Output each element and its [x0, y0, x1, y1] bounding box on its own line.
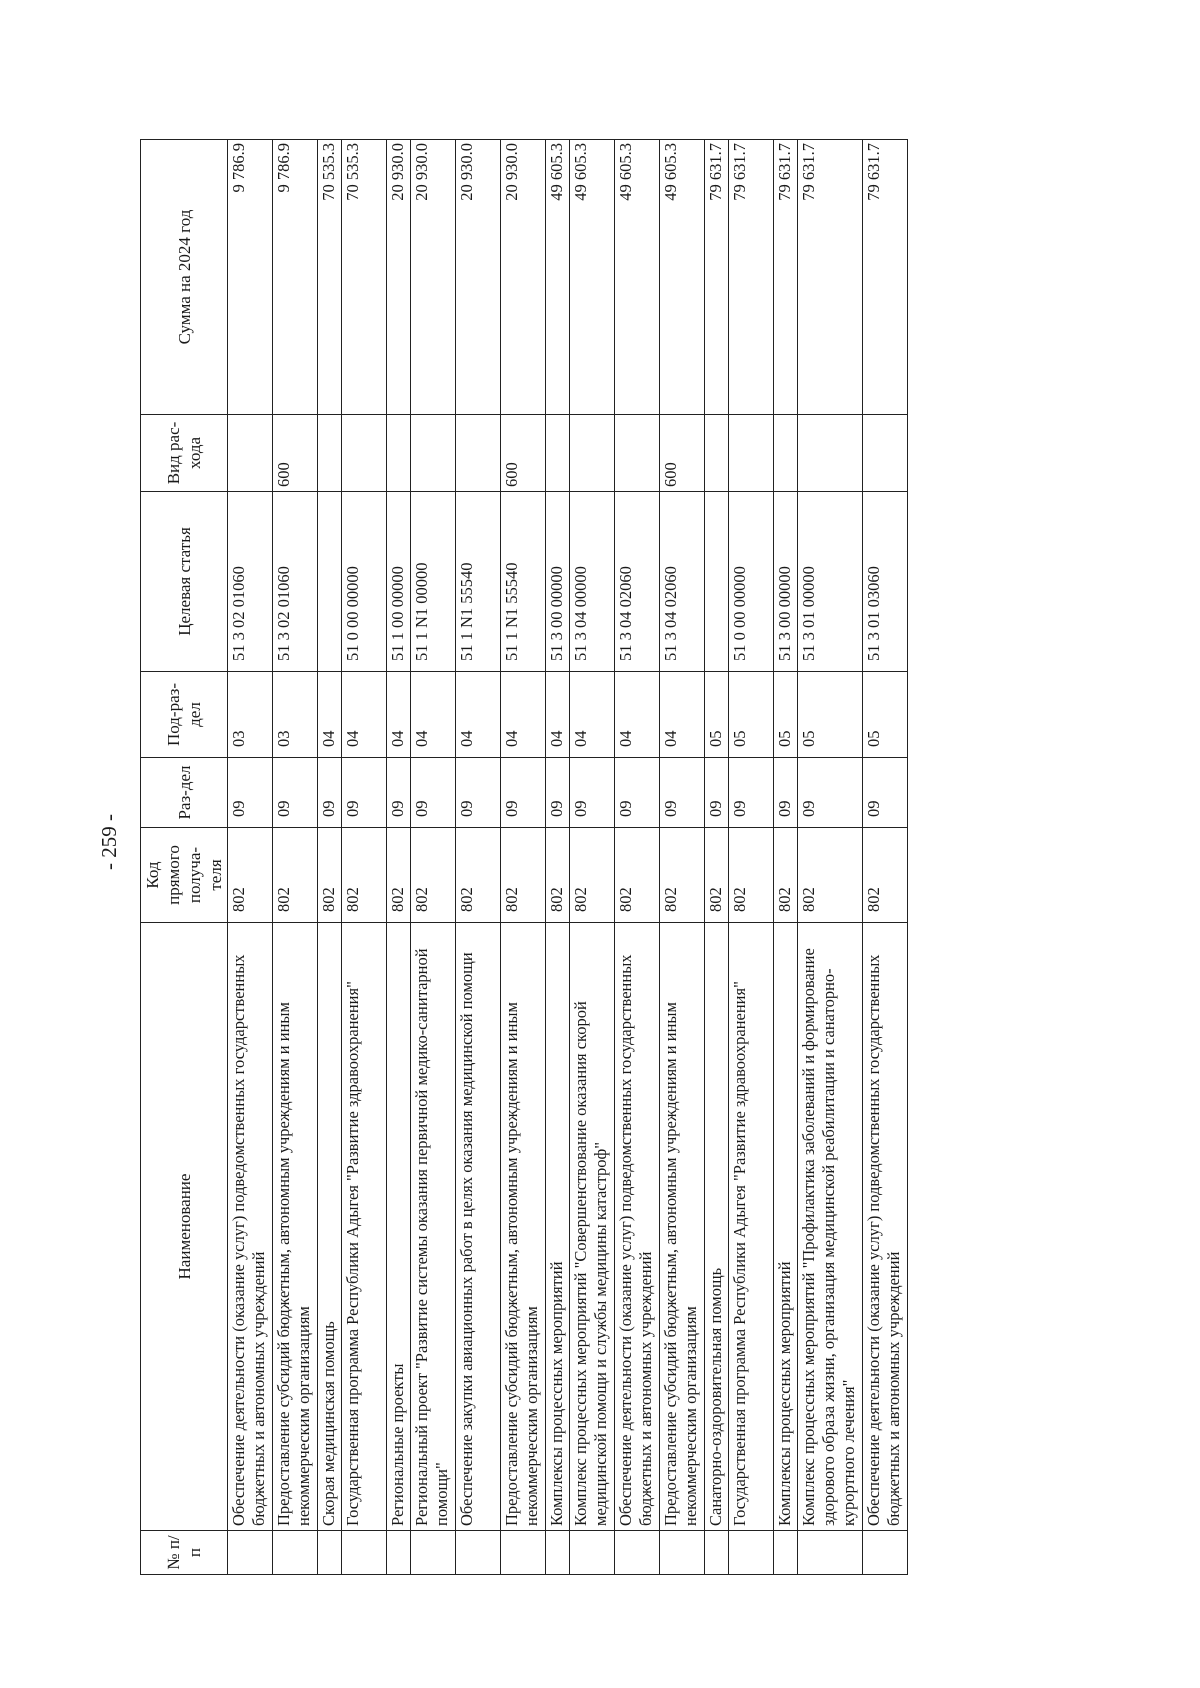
- cell-razdel: 09: [774, 758, 798, 828]
- cell-podrazdel: 04: [411, 672, 456, 758]
- cell-name: Предоставление субсидий бюджетным, автономным учреждениям и иным некоммерческим организациям: [273, 923, 318, 1531]
- cell-sum: 20 930.0: [501, 140, 546, 415]
- table-row: [798, 140, 863, 1575]
- cell-podrazdel: 04: [456, 672, 501, 758]
- table-row: [456, 140, 501, 1575]
- cell-razdel: 09: [570, 758, 615, 828]
- cell-kod: 802: [705, 828, 729, 923]
- cell-num: [798, 1531, 863, 1575]
- cell-name: Предоставление субсидий бюджетным, автономным учреждениям и иным некоммерческим организациям: [660, 923, 705, 1531]
- cell-sum: 49 605.3: [546, 140, 570, 415]
- table-row: [660, 140, 705, 1575]
- cell-kod: 802: [660, 828, 705, 923]
- cell-statya: 51 3 02 01060: [228, 492, 273, 672]
- cell-sum: 20 930.0: [456, 140, 501, 415]
- cell-kod: 802: [228, 828, 273, 923]
- cell-razdel: 09: [546, 758, 570, 828]
- cell-num: [863, 1531, 908, 1575]
- cell-sum: 49 605.3: [570, 140, 615, 415]
- cell-kod: 802: [774, 828, 798, 923]
- header-sum: Сумма на 2024 год: [141, 140, 228, 415]
- table-row: [570, 140, 615, 1575]
- cell-razdel: 09: [863, 758, 908, 828]
- cell-vid: 600: [501, 415, 546, 492]
- table-header-row: [141, 140, 228, 1575]
- cell-name: Скорая медицинская помощь: [318, 923, 342, 1531]
- table-row: [318, 140, 342, 1575]
- cell-sum: 70 535.3: [318, 140, 342, 415]
- cell-name: Обеспечение деятельности (оказание услуг) подведомственных государственных бюджетных и автономных учреждений: [228, 923, 273, 1531]
- cell-razdel: 09: [342, 758, 387, 828]
- header-razdel: Раз-дел: [141, 758, 228, 828]
- cell-vid: [570, 415, 615, 492]
- cell-statya: [318, 492, 342, 672]
- cell-podrazdel: 03: [228, 672, 273, 758]
- cell-num: [342, 1531, 387, 1575]
- cell-sum: 20 930.0: [411, 140, 456, 415]
- cell-vid: [774, 415, 798, 492]
- cell-name: Государственная программа Республики Адыгея "Развитие здравоохранения": [729, 923, 774, 1531]
- cell-num: [729, 1531, 774, 1575]
- cell-vid: [863, 415, 908, 492]
- cell-kod: 802: [456, 828, 501, 923]
- header-podrazdel: Под-раз-дел: [141, 672, 228, 758]
- cell-podrazdel: 05: [798, 672, 863, 758]
- table-row: [729, 140, 774, 1575]
- cell-razdel: 09: [615, 758, 660, 828]
- cell-razdel: 09: [273, 758, 318, 828]
- cell-name: Предоставление субсидий бюджетным, автономным учреждениям и иным некоммерческим организациям: [501, 923, 546, 1531]
- cell-statya: 51 3 04 02060: [615, 492, 660, 672]
- cell-statya: 51 1 N1 55540: [456, 492, 501, 672]
- cell-name: Региональный проект "Развитие системы оказания первичной медико-санитарной помощи": [411, 923, 456, 1531]
- cell-statya: 51 1 00 00000: [387, 492, 411, 672]
- cell-sum: 49 605.3: [660, 140, 705, 415]
- cell-kod: 802: [387, 828, 411, 923]
- cell-podrazdel: 03: [273, 672, 318, 758]
- cell-name: Обеспечение закупки авиационных работ в целях оказания медицинской помощи: [456, 923, 501, 1531]
- cell-num: [318, 1531, 342, 1575]
- cell-num: [705, 1531, 729, 1575]
- cell-podrazdel: 05: [729, 672, 774, 758]
- cell-razdel: 09: [411, 758, 456, 828]
- cell-razdel: 09: [456, 758, 501, 828]
- cell-statya: 51 0 00 00000: [729, 492, 774, 672]
- cell-vid: [411, 415, 456, 492]
- table-row: [615, 140, 660, 1575]
- cell-podrazdel: 04: [546, 672, 570, 758]
- cell-podrazdel: 04: [501, 672, 546, 758]
- cell-podrazdel: 05: [863, 672, 908, 758]
- cell-vid: 600: [273, 415, 318, 492]
- cell-num: [273, 1531, 318, 1575]
- cell-kod: 802: [501, 828, 546, 923]
- cell-vid: [798, 415, 863, 492]
- cell-kod: 802: [318, 828, 342, 923]
- cell-num: [774, 1531, 798, 1575]
- cell-kod: 802: [546, 828, 570, 923]
- cell-podrazdel: 04: [318, 672, 342, 758]
- cell-sum: 79 631.7: [774, 140, 798, 415]
- cell-statya: 51 3 04 02060: [660, 492, 705, 672]
- cell-name: Комплекс процессных мероприятий "Совершенствование оказания скорой медицинской помощи и службы медицины катастроф": [570, 923, 615, 1531]
- cell-statya: 51 3 04 00000: [570, 492, 615, 672]
- cell-razdel: 09: [501, 758, 546, 828]
- cell-vid: 600: [660, 415, 705, 492]
- cell-kod: 802: [798, 828, 863, 923]
- cell-name: Обеспечение деятельности (оказание услуг) подведомственных государственных бюджетных и автономных учреждений: [863, 923, 908, 1531]
- cell-sum: 79 631.7: [705, 140, 729, 415]
- table-row: [273, 140, 318, 1575]
- cell-razdel: 09: [705, 758, 729, 828]
- cell-statya: 51 3 02 01060: [273, 492, 318, 672]
- cell-kod: 802: [863, 828, 908, 923]
- cell-razdel: 09: [798, 758, 863, 828]
- cell-kod: 802: [570, 828, 615, 923]
- cell-vid: [342, 415, 387, 492]
- cell-name: Комплексы процессных мероприятий: [546, 923, 570, 1531]
- cell-vid: [456, 415, 501, 492]
- cell-vid: [705, 415, 729, 492]
- table-row: [228, 140, 273, 1575]
- cell-kod: 802: [411, 828, 456, 923]
- cell-sum: 49 605.3: [615, 140, 660, 415]
- cell-name: Обеспечение деятельности (оказание услуг) подведомственных государственных бюджетных и автономных учреждений: [615, 923, 660, 1531]
- rotated-table-container: [140, 140, 1055, 1575]
- cell-sum: 20 930.0: [387, 140, 411, 415]
- cell-razdel: 09: [660, 758, 705, 828]
- cell-podrazdel: 04: [387, 672, 411, 758]
- cell-name: Государственная программа Республики Адыгея "Развитие здравоохранения": [342, 923, 387, 1531]
- cell-podrazdel: 04: [660, 672, 705, 758]
- cell-sum: 79 631.7: [863, 140, 908, 415]
- table-row: [863, 140, 908, 1575]
- header-vid: Вид рас-хода: [141, 415, 228, 492]
- cell-sum: 70 535.3: [342, 140, 387, 415]
- table-row: [411, 140, 456, 1575]
- cell-statya: 51 3 00 00000: [546, 492, 570, 672]
- cell-podrazdel: 04: [342, 672, 387, 758]
- cell-num: [615, 1531, 660, 1575]
- cell-sum: 9 786.9: [228, 140, 273, 415]
- table-row: [546, 140, 570, 1575]
- cell-statya: 51 0 00 00000: [342, 492, 387, 672]
- cell-statya: 51 1 N1 00000: [411, 492, 456, 672]
- cell-num: [546, 1531, 570, 1575]
- cell-kod: 802: [273, 828, 318, 923]
- cell-vid: [546, 415, 570, 492]
- cell-statya: 51 1 N1 55540: [501, 492, 546, 672]
- cell-razdel: 09: [729, 758, 774, 828]
- cell-podrazdel: 04: [615, 672, 660, 758]
- page-number: - 259 -: [97, 814, 121, 870]
- cell-kod: 802: [342, 828, 387, 923]
- cell-statya: [705, 492, 729, 672]
- cell-razdel: 09: [318, 758, 342, 828]
- cell-podrazdel: 05: [705, 672, 729, 758]
- cell-name: Региональные проекты: [387, 923, 411, 1531]
- cell-sum: 79 631.7: [729, 140, 774, 415]
- cell-num: [570, 1531, 615, 1575]
- cell-name: Комплексы процессных мероприятий: [774, 923, 798, 1531]
- cell-razdel: 09: [387, 758, 411, 828]
- cell-num: [501, 1531, 546, 1575]
- cell-sum: 9 786.9: [273, 140, 318, 415]
- header-num: № п/п: [141, 1531, 228, 1575]
- header-kod: Код прямого получа-теля: [141, 828, 228, 923]
- cell-vid: [615, 415, 660, 492]
- cell-razdel: 09: [228, 758, 273, 828]
- cell-podrazdel: 04: [570, 672, 615, 758]
- cell-podrazdel: 05: [774, 672, 798, 758]
- budget-table: [140, 139, 908, 1575]
- cell-num: [411, 1531, 456, 1575]
- table-row: [705, 140, 729, 1575]
- cell-name: Комплекс процессных мероприятий "Профилактика заболеваний и формирование здорового образа жизни, организация медицинской реабилитации и санаторно-курортного лечения": [798, 923, 863, 1531]
- cell-statya: 51 3 00 00000: [774, 492, 798, 672]
- table-body: [228, 140, 908, 1575]
- cell-vid: [729, 415, 774, 492]
- cell-num: [228, 1531, 273, 1575]
- table-row: [387, 140, 411, 1575]
- table-row: [501, 140, 546, 1575]
- cell-num: [660, 1531, 705, 1575]
- cell-vid: [318, 415, 342, 492]
- cell-statya: 51 3 01 00000: [798, 492, 863, 672]
- cell-kod: 802: [615, 828, 660, 923]
- cell-vid: [387, 415, 411, 492]
- cell-vid: [228, 415, 273, 492]
- cell-kod: 802: [729, 828, 774, 923]
- cell-sum: 79 631.7: [798, 140, 863, 415]
- header-name: Наименование: [141, 923, 228, 1531]
- header-statya: Целевая статья: [141, 492, 228, 672]
- cell-name: Санаторно-оздоровительная помощь: [705, 923, 729, 1531]
- cell-num: [387, 1531, 411, 1575]
- cell-statya: 51 3 01 03060: [863, 492, 908, 672]
- cell-num: [456, 1531, 501, 1575]
- table-row: [774, 140, 798, 1575]
- table-row: [342, 140, 387, 1575]
